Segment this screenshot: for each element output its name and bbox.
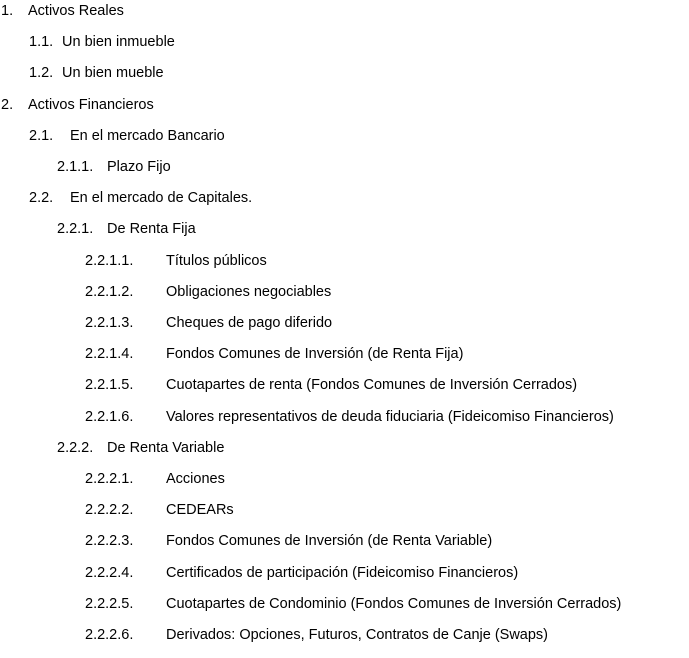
outline-item-number: 2.2.2.1. [85,471,134,487]
outline-item-text: Un bien inmueble [62,34,175,51]
outline-item-text: Certificados de participación (Fideicomiso Financieros) [166,564,519,581]
outline-item-number: 2.2.1.6. [85,408,134,425]
outline-item-number: 2.2.1.2. [85,283,134,300]
outline-item-text: De Renta Fija [107,221,196,238]
outline-item-text: Cheques de pago diferido [166,315,333,331]
outline-item-text: Activos Financieros [28,96,154,113]
outline-item-text: Cuotapartes de Condominio (Fondos Comunes de Inversión Cerrados) [166,595,622,612]
outline-item-text: Plazo Fijo [107,159,171,175]
outline-item-number: 2.2.2.2. [85,502,134,519]
outline-item-text: Obligaciones negociables [166,283,332,300]
outline-item-number: 2.2.1.1. [85,252,134,269]
outline-item-text: Títulos públicos [166,252,267,269]
outline-item-number: 2.2. [29,190,54,207]
outline-item-text: Acciones [166,471,225,487]
outline-item-number: 2.2.1.4. [85,346,134,363]
outline-item-text: CEDEARs [166,502,234,519]
outline-item-number: 2.1.1. [57,159,94,175]
outline-item-text: Fondos Comunes de Inversión (de Renta Fija) [166,346,464,363]
outline-item-text: En el mercado Bancario [70,127,225,144]
outline-item-number: 1. [1,3,14,19]
outline-item-number: 2.1. [29,127,54,144]
outline-item-text: De Renta Variable [107,439,225,456]
outline-item-number: 2.2.1.5. [85,377,134,394]
outline-item-number: 1.1. [29,34,54,51]
outline-item-number: 2.2.2.5. [85,595,134,612]
outline-item-text: En el mercado de Capitales. [70,190,253,207]
outline-item-text: Un bien mueble [62,65,164,82]
outline-item-text: Fondos Comunes de Inversión (de Renta Variable) [166,533,493,550]
outline-item-text: Cuotapartes de renta (Fondos Comunes de Inversión Cerrados) [166,377,578,394]
outline-item-number: 2.2.2.4. [85,564,134,581]
outline-item-text: Derivados: Opciones, Futuros, Contratos de Canje (Swaps) [166,627,549,643]
outline-item-number: 2.2.2.6. [85,627,134,643]
outline-item-number: 1.2. [29,65,54,82]
outline-item-number: 2. [1,96,14,113]
outline-item-number: 2.2.1.3. [85,315,134,331]
outline-item-text: Activos Reales [28,3,124,19]
outline-item-number: 2.2.2.3. [85,533,134,550]
outline-item-text: Valores representativos de deuda fiduciaria (Fideicomiso Financieros) [166,408,614,425]
outline-item-number: 2.2.2. [57,439,94,456]
outline-item-number: 2.2.1. [57,221,94,238]
